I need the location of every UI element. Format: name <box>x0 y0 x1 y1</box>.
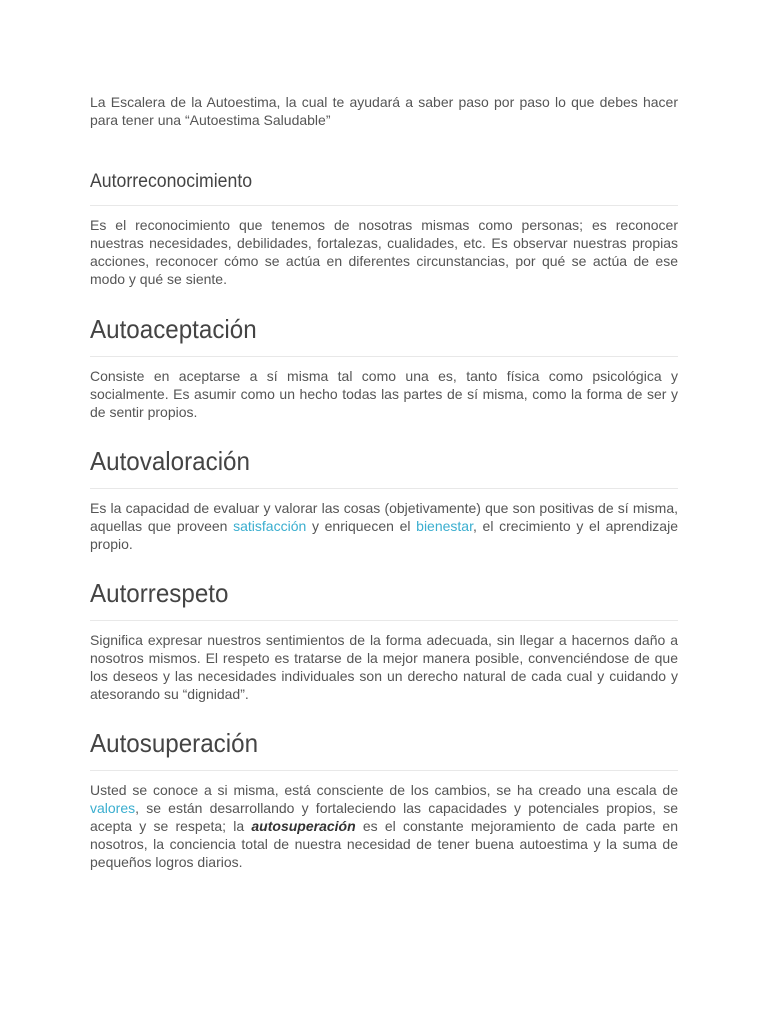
document-page <box>90 93 678 871</box>
intro-paragraph: La Escalera de la Autoestima, la cual te ayudará a saber paso por paso lo que debes hacer para tener una “Autoestima Saludable” <box>90 94 678 128</box>
section-heading: Autosuperación <box>90 728 259 758</box>
section-divider <box>90 356 678 357</box>
section-divider <box>90 620 678 621</box>
body-text: Usted se conoce a si misma, está consciente de los cambios, se ha creado una escala de <box>90 782 678 798</box>
section-heading: Autorrespeto <box>90 578 229 608</box>
section-heading: Autoaceptación <box>90 314 257 344</box>
spacer <box>90 421 678 445</box>
spacer <box>90 553 678 577</box>
valores-link[interactable]: valores <box>90 800 136 816</box>
body-text: , se están desarrollando y fortaleciendo las capacidades y potenciales propios, se acepta y se respeta; la <box>90 800 678 834</box>
section-heading: Autovaloración <box>90 446 250 476</box>
section-autoaceptacion <box>90 313 678 421</box>
section-autorrespeto <box>90 577 678 703</box>
spacer <box>90 703 678 727</box>
section-body <box>90 781 678 871</box>
section-body: Es el reconocimiento que tenemos de nosotras mismas como personas; es reconocer nuestras necesidades, debilidades, fortalezas, cualidades, etc. Es observar nuestras propias acciones, reconocer cómo se actúa en diferentes circunstancias, por qué se actúa de ese modo y qué se siente. <box>90 217 678 287</box>
section-body: Consiste en aceptarse a sí misma tal como una es, tanto física como psicológica y socialmente. Es asumir como un hecho todas las partes de sí misma, como la forma de ser y de sentir propios. <box>90 368 678 420</box>
body-text: y enriquecen el <box>306 518 417 534</box>
section-heading: Autorreconocimiento <box>90 171 253 192</box>
section-body <box>90 499 678 553</box>
satisfaccion-link[interactable]: satisfacción <box>233 518 307 534</box>
emphasis-text: autosuperación <box>251 818 356 834</box>
section-autovaloracion <box>90 445 678 553</box>
body-text: es el constante mejoramiento de cada parte en nosotros, la conciencia total de nuestra necesidad de tener buena autoestima y la suma de pequeños logros diarios. <box>90 818 678 870</box>
body-text: , el crecimiento y el aprendizaje propio. <box>90 518 678 552</box>
section-divider <box>90 770 678 771</box>
body-text: Es la capacidad de evaluar y valorar las cosas (objetivamente) que son positivas de sí misma, aquellas que proveen <box>90 500 678 534</box>
section-body: Significa expresar nuestros sentimientos de la forma adecuada, sin llegar a hacernos daño a nosotros mismos. El respeto es tratarse de la mejor manera posible, convenciéndose de que los deseos y las necesidades individuales son un derecho natural de cada cual y cuidando y atesorando su “dignidad”. <box>90 632 678 702</box>
section-divider <box>90 488 678 489</box>
section-divider <box>90 205 678 206</box>
section-autorreconocimiento <box>90 170 678 288</box>
bienestar-link[interactable]: bienestar <box>416 518 473 534</box>
spacer <box>90 288 678 313</box>
section-autosuperacion <box>90 727 678 871</box>
